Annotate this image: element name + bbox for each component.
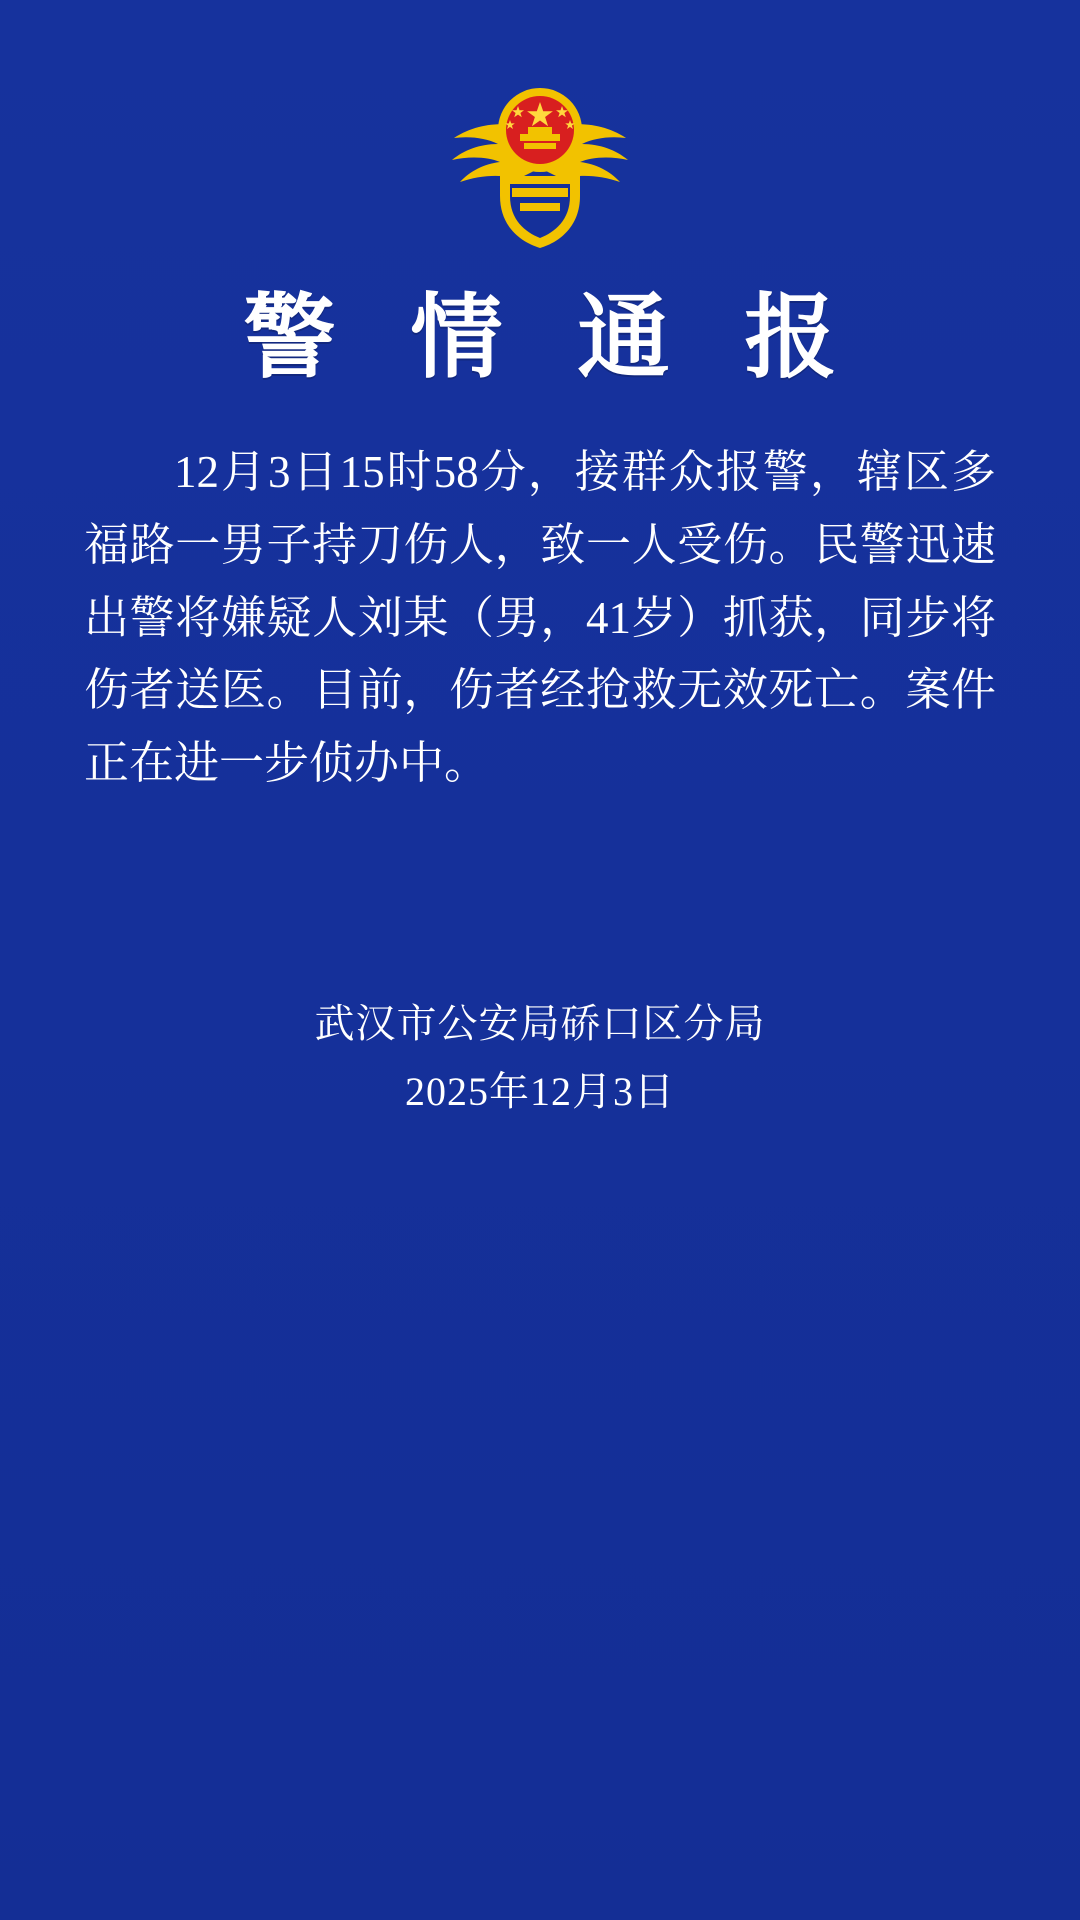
emblem-container xyxy=(0,0,1080,252)
issue-date: 2025年12月3日 xyxy=(405,1069,675,1115)
issuing-authority: 武汉市公安局硚口区分局 xyxy=(314,1001,766,1047)
signature-block xyxy=(0,990,1080,1126)
notice-body-text: 12月3日15时58分，接群众报警，辖区多福路一男子持刀伤人，致一人受伤。民警迅速出警将嫌疑人刘某（男，41岁）抓获，同步将伤者送医。目前，伤者经抢救无效死亡。案件正在进一步侦办中。 xyxy=(84,446,996,789)
china-police-badge-icon xyxy=(440,72,640,252)
page-title: 警 情 通 报 xyxy=(243,287,863,389)
